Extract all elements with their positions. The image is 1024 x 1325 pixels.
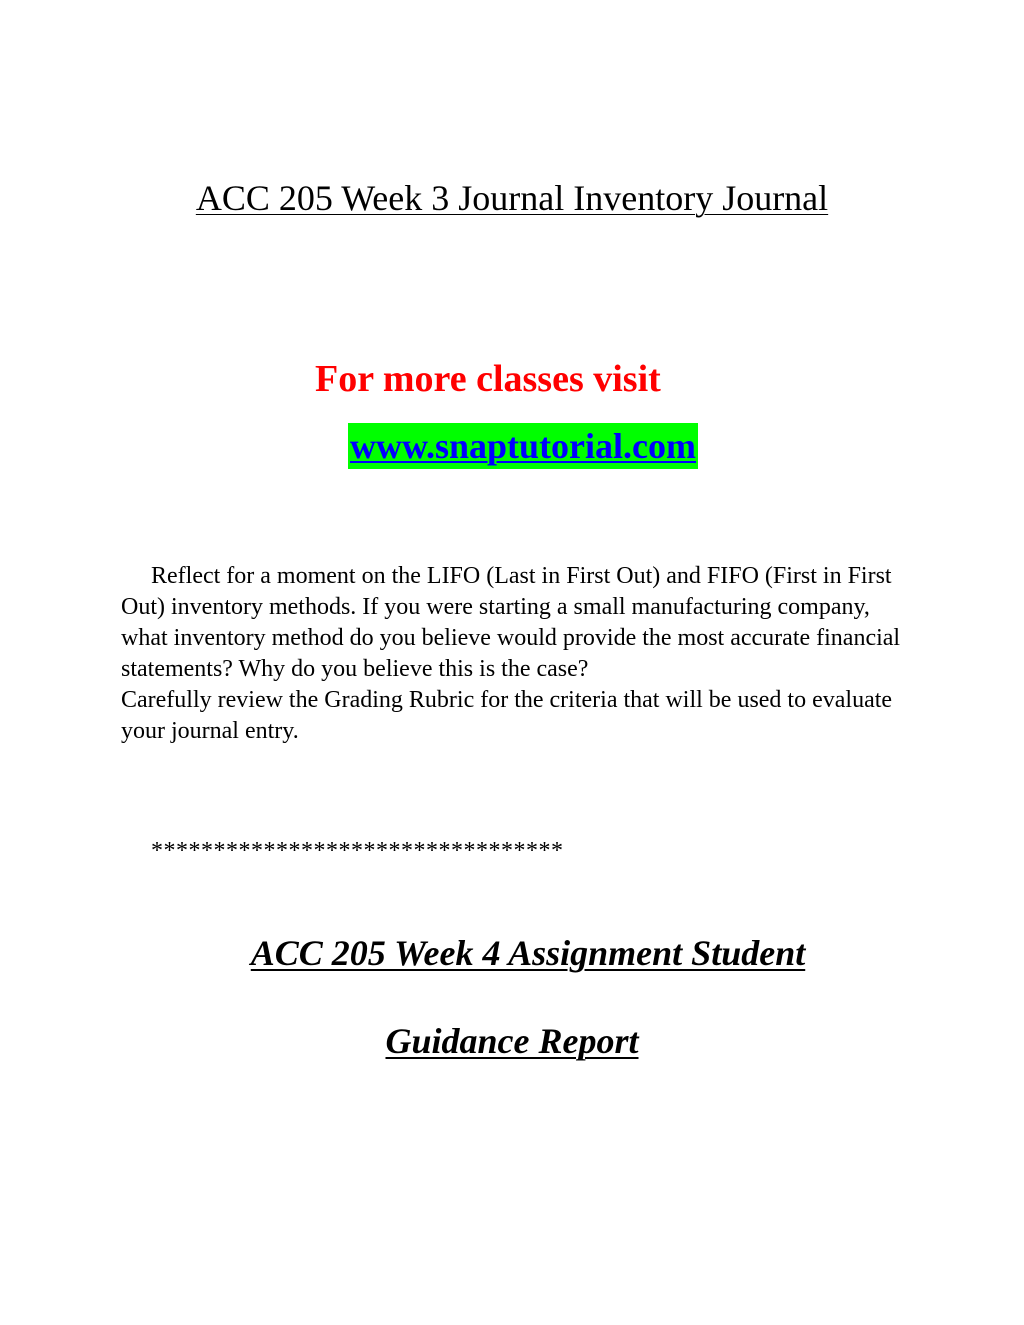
section-separator: ********************************* bbox=[151, 838, 564, 864]
next-section-heading-line1: ACC 205 Week 4 Assignment Student bbox=[250, 933, 806, 973]
assignment-description bbox=[121, 561, 911, 747]
rubric-paragraph: Carefully review the Grading Rubric for the criteria that will be used to evaluate your journal entry. bbox=[121, 687, 893, 744]
next-section-heading-line2: Guidance Report bbox=[385, 1021, 639, 1061]
snaptutorial-link[interactable]: www.snaptutorial.com bbox=[348, 423, 698, 469]
promo-visit-text: For more classes visit bbox=[315, 358, 661, 400]
reflection-paragraph: Reflect for a moment on the LIFO (Last in First Out) and FIFO (First in First Out) inventory methods. If you were starting a small manufacturing company, what inventory method do you believe would provide the most accurate financial statements? Why do you believe this is the case? bbox=[121, 563, 901, 682]
document-title: ACC 205 Week 3 Journal Inventory Journal bbox=[195, 178, 829, 218]
